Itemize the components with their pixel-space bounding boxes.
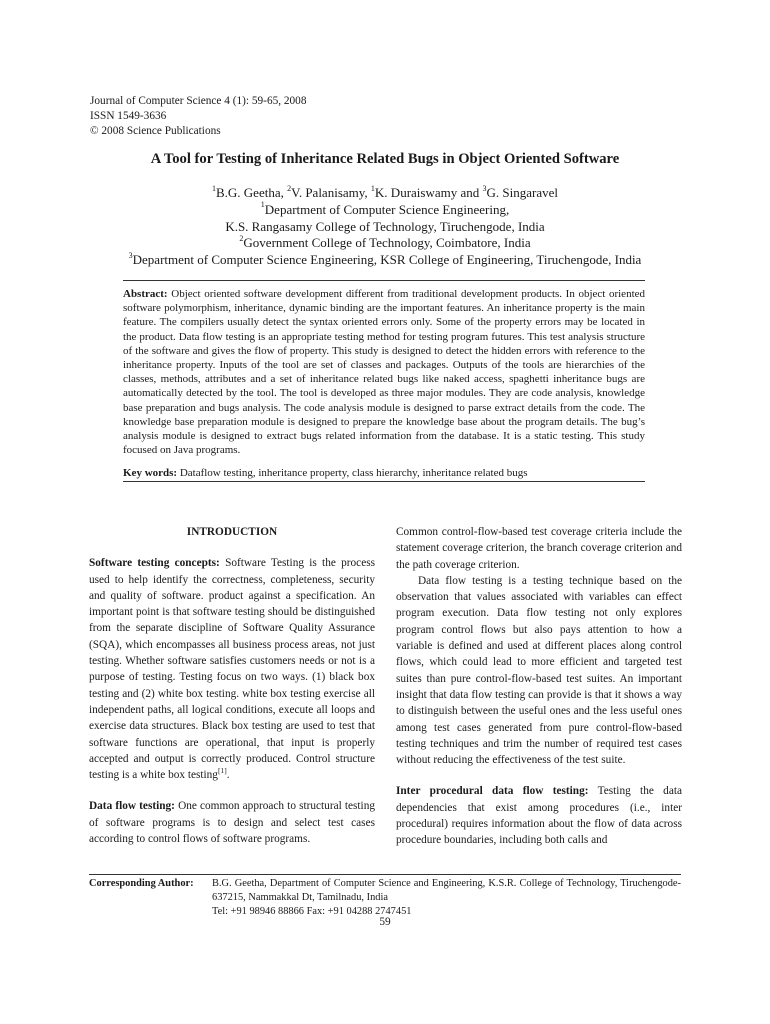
paragraph-software-testing-concepts	[89, 555, 375, 783]
author-name: B.G. Geetha,	[215, 185, 288, 200]
abstract	[123, 287, 645, 457]
author-sup: 2	[287, 183, 292, 193]
right-column	[396, 524, 682, 849]
corresponding-author-phone: Tel: +91 98946 88866 Fax: +91 04288 2747451	[212, 906, 412, 917]
affiliation-sup: 2	[239, 234, 244, 244]
copyright: © 2008 Science Publications	[90, 125, 221, 137]
issn: ISSN 1549-3636	[90, 110, 167, 122]
abstract-text: Object oriented software development different from traditional development products. In object oriented software polymorphism, inheritance, dynamic binding are the important features. An inheritance property is the main feature. The compilers usually detect the syntax oriented errors only. Some of the property errors may be located in the product. Data flow testing is an appropriate testing method for testing program futures. This test analysis structure of the software and gives the flow of property. This study is designed to detect the hidden errors with reference to the inheritance property. Inputs of the tool are set of classes and packages. Outputs of the tools are hierarchies of the classes, methods, attributes and a set of inheritance related bugs like naked access, spaghetti inheritance bugs are automatically detected by the tool. The tool is developed as three major modules. They are code analysis, knowledge base preparation and bugs analysis. The code analysis module is designed to parse extract details from the code. The knowledge base preparation module is designed to prepare the knowledge base about the program details. The bug’s analysis module is designed to extract bugs related information from the database. It is a static testing. This study focused on Java programs.	[123, 288, 646, 457]
paragraph-data-flow-testing	[89, 798, 375, 847]
affiliation-text: Government College of Technology, Coimbatore, India	[243, 235, 531, 251]
paper-title: A Tool for Testing of Inheritance Related Bugs in Object Oriented Software	[150, 151, 620, 167]
affiliation-text: Department of Computer Science Engineering, KSR College of Engineering, Tiruchengode, India	[132, 252, 642, 268]
affiliation	[0, 235, 770, 252]
affiliation-sup: 1	[260, 200, 265, 210]
author-sup: 1	[370, 183, 375, 193]
affiliation-sup: 3	[128, 250, 133, 260]
affiliation-text: K.S. Rangasamy College of Technology, Tiruchengode, India	[225, 218, 545, 234]
abstract-section	[123, 280, 645, 482]
author-names	[0, 185, 770, 202]
paragraph-inter-procedural	[396, 783, 682, 848]
author-name: K. Duraiswamy and	[374, 185, 483, 200]
paragraph-coverage-criteria: Common control-flow-based test coverage criteria include the statement coverage criterion, the branch coverage criterion and the path coverage criterion.	[396, 526, 682, 571]
author-block	[0, 185, 770, 269]
paragraph-text: Testing the data dependencies that exist among procedures (i.e., inter procedural) requires information about the flow of data across procedure boundaries, including both calls and	[396, 785, 682, 847]
footer-divider	[89, 874, 681, 875]
paragraph-text: One common approach to structural testing of software programs is to design and select test cases according to control flows of software programs.	[89, 800, 375, 846]
paragraph-text: Software Testing is the process used to help identify the correctness, completeness, security and quality of software. product against a specification. An important point is that software testing should be distinguished from the separate discipline of Software Quality Assurance (SQA), which encompasses all business process areas, not just testing. Whether software satisfies customers needs or not is a purpose of testing. Testing focus on two ways. (1) black box testing and (2) white box testing. white box testing exercise all independent paths, all logical conditions, execute all loops and exercise data structures. Black box testing are used to test that software functions are operational, that input is properly accepted and output is correctly produced. Control structure testing is a white box testing	[89, 557, 375, 782]
keywords-label: Key words:	[123, 467, 178, 480]
affiliation	[0, 219, 770, 236]
affiliation	[0, 202, 770, 219]
corresponding-author	[89, 877, 681, 919]
keywords-text: Dataflow testing, inheritance property, class hierarchy, inheritance related bugs	[179, 467, 528, 480]
paragraph-label: Software testing concepts:	[89, 557, 220, 570]
affiliation	[0, 252, 770, 269]
author-name: V. Palanisamy,	[291, 185, 371, 200]
author-name: G. Singaravel	[486, 185, 558, 200]
author-sup: 1	[211, 183, 216, 193]
affiliation-text: Department of Computer Science Engineering,	[264, 201, 510, 217]
corresponding-author-label: Corresponding Author:	[89, 878, 194, 889]
paragraph-end: .	[226, 769, 230, 782]
paragraph-label: Data flow testing:	[89, 800, 175, 813]
author-sup: 3	[482, 183, 487, 193]
page-number: 59	[379, 916, 391, 928]
left-column	[89, 524, 375, 847]
citation-ref: [1]	[217, 766, 227, 776]
journal-header	[90, 94, 306, 139]
paragraph-data-flow-technique: Data flow testing is a testing technique based on the observation that values associated with variables can effect program execution. Data flow testing not only explores program control flows but also pays attention to how a variable is defined and used at different places along control flows, which could lead to more efficient and targeted test suites than pure control-flow-based test suites. An important insight that data flow testing can provide is that it shows a way to distinguish between the useful ones and the less useful ones among test cases generated from pure control-flow-based testing techniques and trim the number of required test cases without reducing the effectiveness of the test suite.	[396, 574, 682, 767]
keywords	[123, 466, 645, 480]
journal-citation: Journal of Computer Science 4 (1): 59-65, 2008	[90, 95, 307, 107]
paragraph-label: Inter procedural data flow testing:	[396, 785, 589, 798]
corresponding-author-address: B.G. Geetha, Department of Computer Science and Engineering, K.S.R. College of Technology, Tiruchengode-637215, Nammakkal Dt, Tamilnadu, India	[212, 878, 681, 903]
abstract-label: Abstract:	[123, 288, 168, 300]
section-heading-introduction: INTRODUCTION	[186, 526, 278, 538]
